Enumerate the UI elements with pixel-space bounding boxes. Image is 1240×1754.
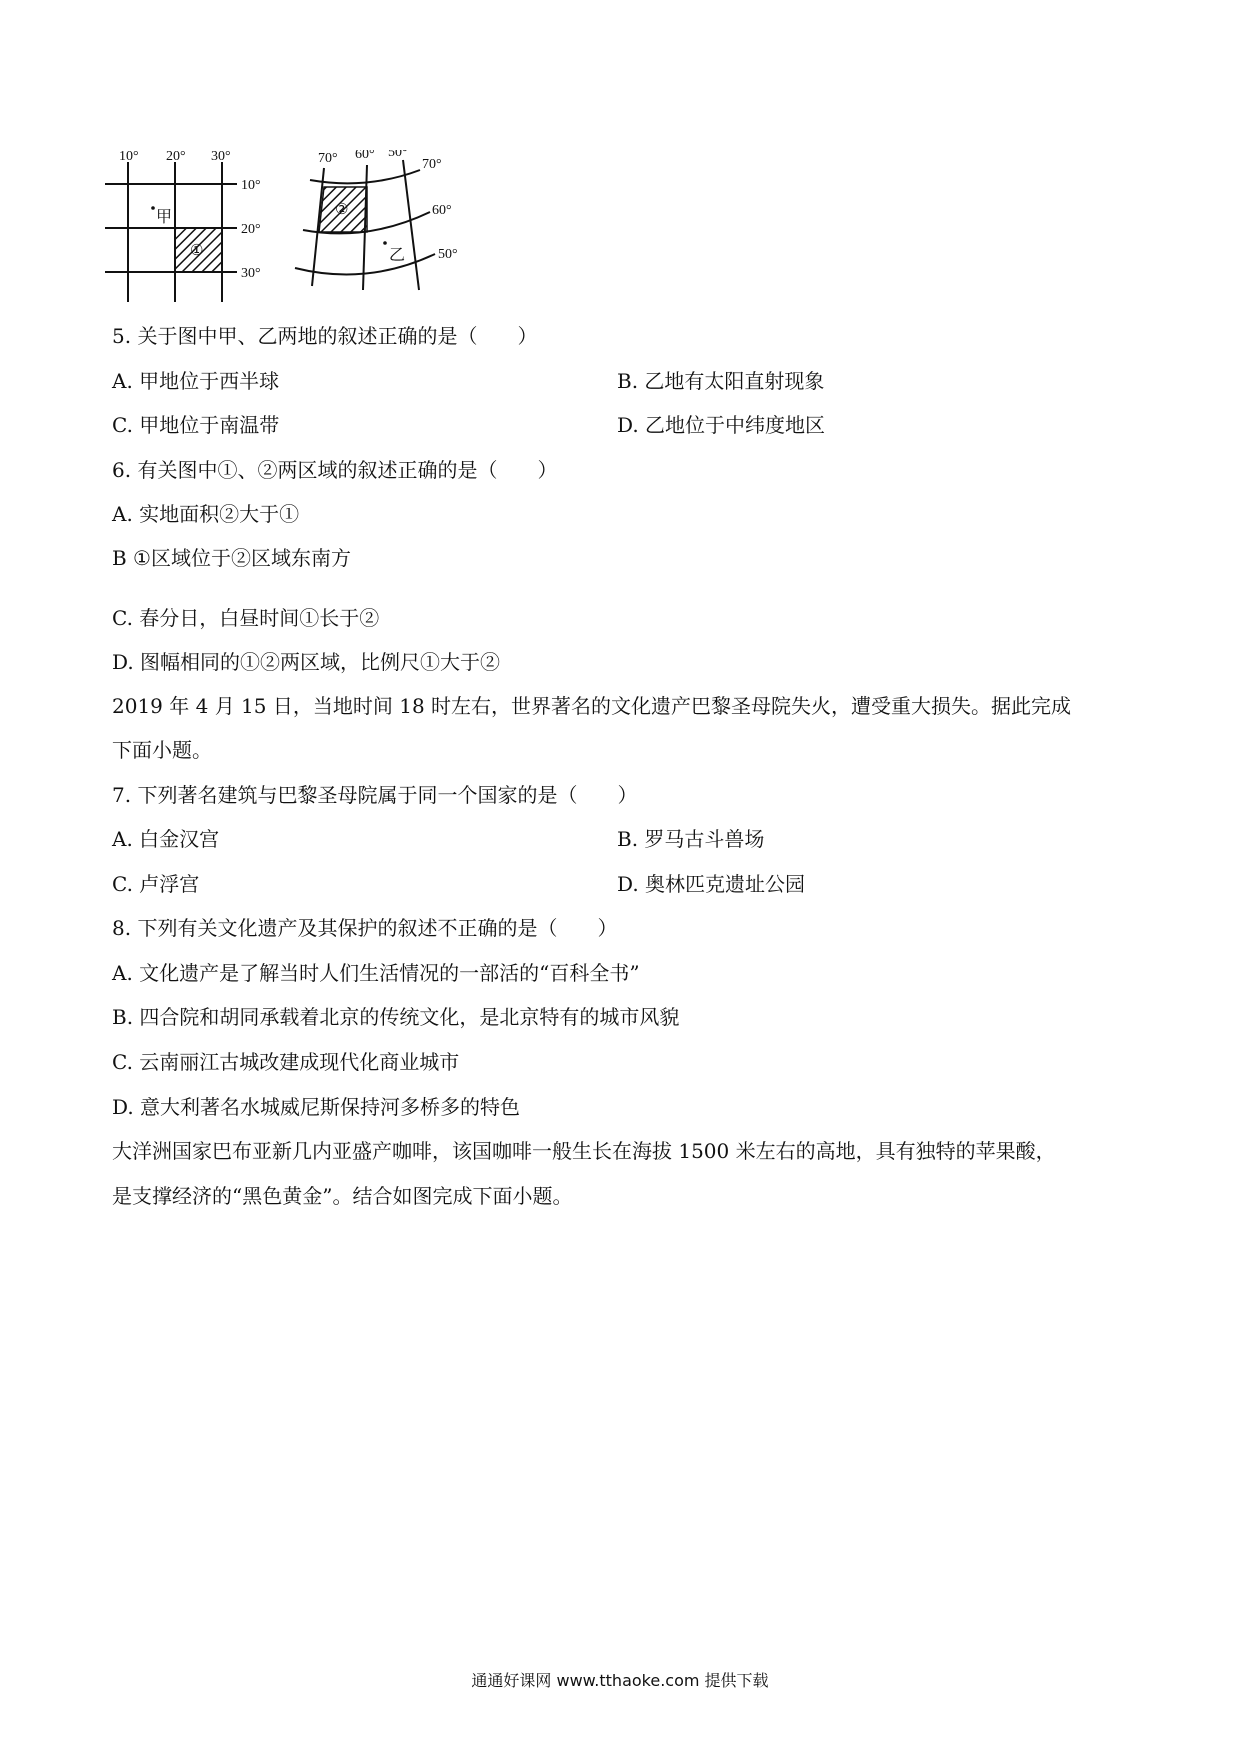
- passage-2-line-1: 大洋洲国家巴布亚新几内亚盛产咖啡，该国咖啡一般生长在海拔 1500 米左右的高地，具有独特的苹果酸，: [112, 1139, 1056, 1163]
- left-top-label: 10°: [119, 150, 139, 164]
- point-jia: 甲: [156, 209, 173, 226]
- q8-option-d: D. 意大利著名水城威尼斯保持河多桥多的特色: [112, 1095, 521, 1119]
- right-top-label: 70°: [318, 151, 338, 166]
- left-right-label: 20°: [241, 222, 261, 237]
- q8-option-c: C. 云南丽江古城改建成现代化商业城市: [112, 1050, 460, 1074]
- q8-option-a: A. 文化遗产是了解当时人们生活情况的一部活的“百科全书”: [112, 961, 640, 985]
- right-right-label: 50°: [438, 247, 458, 262]
- passage-1-line-2: 下面小题。: [112, 738, 212, 762]
- passage-1-line-1: 2019 年 4 月 15 日，当地时间 18 时左右，世界著名的文化遗产巴黎圣母院失火，遭受重大损失。据此完成: [112, 694, 1072, 718]
- left-right-label: 10°: [241, 178, 261, 193]
- question-7-stem: 7. 下列著名建筑与巴黎圣母院属于同一个国家的是（ ）: [112, 783, 638, 807]
- download-footer: 通通好课网 www.tthaoke.com 提供下载: [471, 1671, 769, 1690]
- q6-option-b: B ①区域位于②区域东南方: [112, 546, 351, 570]
- latitude-longitude-grid-figure: [105, 150, 525, 310]
- q5-option-b: B. 乙地有太阳直射现象: [617, 369, 825, 393]
- right-right-label: 70°: [422, 157, 442, 172]
- region-1-label: ①: [190, 243, 204, 259]
- left-top-label: 30°: [211, 150, 231, 164]
- question-6-stem: 6. 有关图中①、②两区域的叙述正确的是（ ）: [112, 458, 558, 482]
- q7-option-a: A. 白金汉宫: [112, 827, 220, 851]
- q6-option-d: D. 图幅相同的①②两区域，比例尺①大于②: [112, 650, 501, 674]
- question-5-stem: 5. 关于图中甲、乙两地的叙述正确的是（ ）: [112, 324, 538, 348]
- region-2-label: ②: [335, 202, 349, 218]
- q7-option-b: B. 罗马古斗兽场: [617, 827, 765, 851]
- left-top-label: 20°: [166, 150, 186, 164]
- q6-option-a: A. 实地面积②大于①: [112, 502, 300, 526]
- question-8-stem: 8. 下列有关文化遗产及其保护的叙述不正确的是（ ）: [112, 916, 618, 940]
- q5-option-d: D. 乙地位于中纬度地区: [617, 413, 826, 437]
- q5-option-a: A. 甲地位于西半球: [112, 369, 280, 393]
- left-grid-map: [105, 150, 261, 302]
- q7-option-c: C. 卢浮宫: [112, 872, 200, 896]
- grid-maps-svg: [105, 150, 525, 310]
- q8-option-b: B. 四合院和胡同承载着北京的传统文化，是北京特有的城市风貌: [112, 1005, 680, 1029]
- left-right-label: 30°: [241, 266, 261, 281]
- q5-option-c: C. 甲地位于南温带: [112, 413, 280, 437]
- right-top-label: 60°: [355, 150, 375, 162]
- right-right-label: 60°: [432, 203, 452, 218]
- q6-option-c: C. 春分日，白昼时间①长于②: [112, 606, 380, 630]
- q7-option-d: D. 奥林匹克遗址公园: [617, 872, 806, 896]
- right-grid-map: [295, 150, 458, 290]
- point-yi: 乙: [389, 247, 406, 264]
- right-top-label: 50°: [388, 150, 408, 160]
- passage-2-line-2: 是支撑经济的“黑色黄金”。结合如图完成下面小题。: [112, 1184, 573, 1208]
